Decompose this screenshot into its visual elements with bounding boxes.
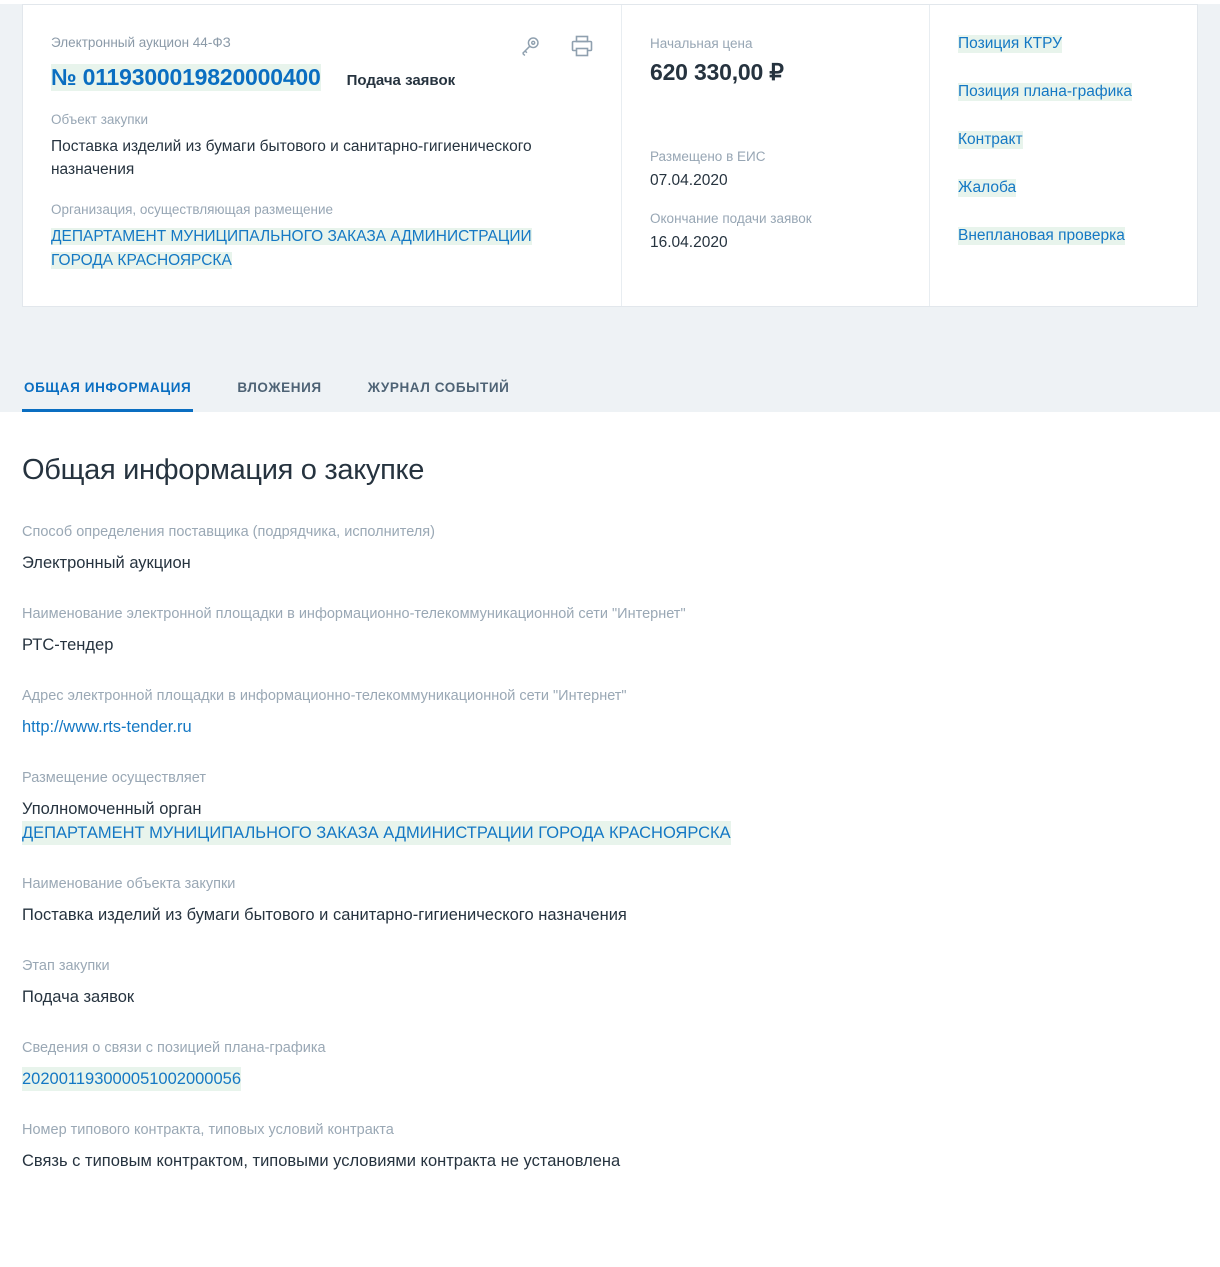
link-complaint[interactable]: Жалоба (958, 179, 1017, 196)
page-title: Общая информация о закупке (22, 454, 425, 486)
general-info-panel (0, 412, 1220, 1243)
tab-list (22, 380, 511, 412)
purchase-main-column (23, 5, 621, 306)
purchase-stage-label: Подача заявок (346, 72, 456, 89)
link-unscheduled-check[interactable]: Внеплановая проверка (958, 227, 1125, 244)
purchase-number-link[interactable]: № 0119300019820000400 (51, 64, 321, 90)
deadline-label: Окончание подачи заявок (650, 211, 812, 226)
field-value: РТС-тендер (22, 636, 114, 654)
field-label: Этап закупки (22, 958, 110, 974)
published-value: 07.04.2020 (650, 172, 728, 189)
link-ktru-position[interactable]: Позиция КТРУ (958, 35, 1062, 52)
price-label: Начальная цена (650, 36, 753, 51)
field-value: Электронный аукцион (22, 554, 191, 572)
purchase-header-region (0, 4, 1220, 334)
plan-schedule-number-link[interactable]: 202001193000051002000056 (22, 1067, 241, 1091)
field-object-name (22, 875, 1198, 927)
deadline-block (650, 210, 929, 252)
tabs-region (0, 334, 1220, 412)
purchase-number-row (51, 64, 593, 91)
field-value: Поставка изделий из бумаги бытового и санитарно-гигиенического назначения (22, 906, 627, 924)
field-value: Связь с типовым контрактом, типовыми условиями контракта не установлена (22, 1152, 621, 1170)
card-actions (517, 33, 595, 59)
deadline-value: 16.04.2020 (650, 234, 728, 251)
field-label: Способ определения поставщика (подрядчика, исполнителя) (22, 524, 435, 540)
auction-type-label: Электронный аукцион 44-ФЗ (51, 35, 231, 50)
field-label: Номер типового контракта, типовых условий контракта (22, 1122, 394, 1138)
published-label: Размещено в ЕИС (650, 149, 766, 164)
field-label: Адрес электронной площадки в информационно-телекоммуникационной сети "Интернет" (22, 688, 627, 704)
field-label: Размещение осуществляет (22, 770, 206, 786)
field-value: Уполномоченный орган (22, 800, 202, 818)
tab-general-info[interactable]: ОБЩАЯ ИНФОРМАЦИЯ (22, 380, 193, 412)
purchase-summary-card (22, 4, 1198, 307)
field-platform-name (22, 605, 1198, 657)
link-contract[interactable]: Контракт (958, 131, 1023, 148)
field-platform-address (22, 687, 1198, 739)
organization-label: Организация, осуществляющая размещение (51, 202, 333, 217)
field-placement-by (22, 769, 1198, 845)
print-icon[interactable] (569, 33, 595, 59)
platform-address-link[interactable]: http://www.rts-tender.ru (22, 718, 192, 736)
price-value: 620 330,00 ₽ (650, 59, 784, 85)
object-label: Объект закупки (51, 112, 148, 127)
field-value: Подача заявок (22, 988, 135, 1006)
tab-attachments[interactable]: ВЛОЖЕНИЯ (237, 380, 322, 395)
object-text: Поставка изделий из бумаги бытового и санитарно-гигиенического назначения (51, 138, 532, 178)
organization-link[interactable]: ДЕПАРТАМЕНТ МУНИЦИПАЛЬНОГО ЗАКАЗА АДМИНИСТРАЦИИ ГОРОДА КРАСНОЯРСКА (51, 228, 532, 269)
placement-organization-link[interactable]: ДЕПАРТАМЕНТ МУНИЦИПАЛЬНОГО ЗАКАЗА АДМИНИСТРАЦИИ ГОРОДА КРАСНОЯРСКА (22, 821, 731, 845)
field-standard-contract-number (22, 1121, 1198, 1173)
link-plan-schedule-position[interactable]: Позиция плана-графика (958, 83, 1133, 100)
purchase-price-column (621, 5, 929, 306)
field-label: Сведения о связи с позицией плана-графика (22, 1040, 326, 1056)
field-label: Наименование объекта закупки (22, 876, 236, 892)
related-links-column (929, 5, 1197, 306)
field-plan-schedule-link (22, 1039, 1198, 1091)
field-label: Наименование электронной площадки в информационно-телекоммуникационной сети "Интернет" (22, 606, 686, 622)
field-supplier-method (22, 523, 1198, 575)
key-icon[interactable] (517, 33, 543, 59)
tab-event-log[interactable]: ЖУРНАЛ СОБЫТИЙ (367, 380, 510, 395)
published-block (650, 148, 929, 190)
field-purchase-stage (22, 957, 1198, 1009)
